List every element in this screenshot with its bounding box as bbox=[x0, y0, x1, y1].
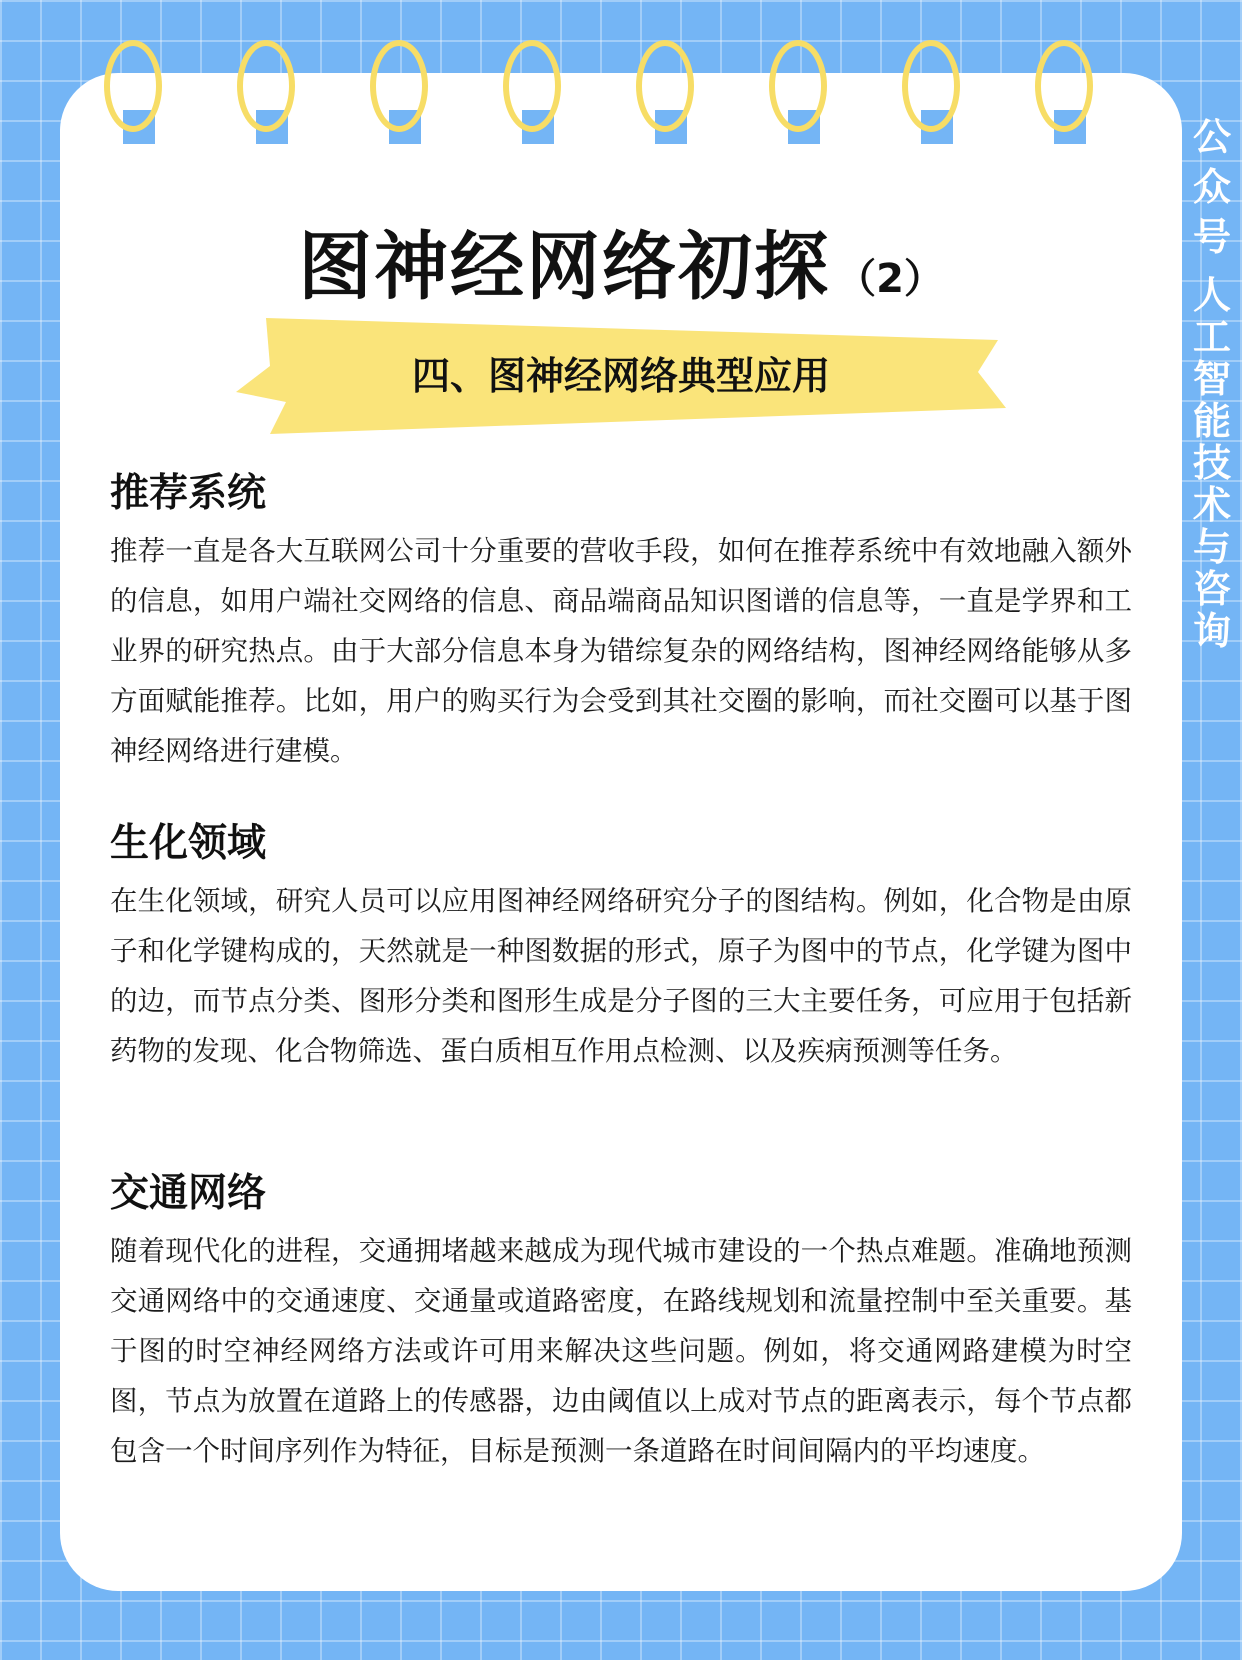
section-traffic bbox=[110, 1166, 1132, 1476]
binder-ring-icon bbox=[237, 40, 299, 138]
binder-ring-icon bbox=[636, 40, 698, 138]
side-char: 咨 bbox=[1192, 567, 1231, 611]
binder-ring-icon bbox=[104, 40, 166, 138]
section-heading: 生化领域 bbox=[110, 821, 267, 866]
section-biochem bbox=[110, 816, 1132, 1076]
side-char: 智 bbox=[1192, 357, 1231, 401]
side-account-label bbox=[1188, 112, 1236, 652]
section-heading: 推荐系统 bbox=[110, 471, 267, 516]
side-char: 工 bbox=[1192, 315, 1231, 359]
section-body: 在生化领域，研究人员可以应用图神经网络研究分子的图结构。例如，化合物是由原子和化学键构成的，天然就是一种图数据的形式，原子为图中的节点，化学键为图中的边，而节点分类、图形分类和图形生成是分子图的三大主要任务，可应用于包括新药物的发现、化合物筛选、蛋白质相互作用点检测、以及疾病预测等任务。 bbox=[110, 885, 1132, 1067]
side-char: 人 bbox=[1192, 273, 1231, 317]
binder-ring-icon bbox=[1035, 40, 1097, 138]
side-char: 询 bbox=[1192, 609, 1231, 653]
side-char: 与 bbox=[1192, 525, 1231, 569]
side-char: 术 bbox=[1192, 483, 1231, 527]
page-title-main: 图神经网络初探 bbox=[298, 224, 831, 310]
binder-ring-icon bbox=[902, 40, 964, 138]
binder-ring-icon bbox=[370, 40, 432, 138]
section-body: 推荐一直是各大互联网公司十分重要的营收手段，如何在推荐系统中有效地融入额外的信息，如用户端社交网络的信息、商品端商品知识图谱的信息等，一直是学界和工业界的研究热点。由于大部分信息本身为错综复杂的网络结构，图神经网络能够从多方面赋能推荐。比如，用户的购买行为会受到其社交圈的影响，而社交圈可以基于图神经网络进行建模。 bbox=[110, 535, 1132, 767]
page-title bbox=[0, 208, 1242, 317]
binder-rings bbox=[0, 0, 1242, 160]
binder-ring-icon bbox=[503, 40, 565, 138]
section-heading: 交通网络 bbox=[110, 1171, 267, 1216]
side-char: 技 bbox=[1192, 441, 1231, 485]
section-recommendation bbox=[110, 466, 1132, 776]
section-body: 随着现代化的进程，交通拥堵越来越成为现代城市建设的一个热点难题。准确地预测交通网络中的交通速度、交通量或道路密度，在路线规划和流量控制中至关重要。基于图的时空神经网络方法或许可用来解决这些问题。例如，将交通网路建模为时空图，节点为放置在道路上的传感器，边由阈值以上成对节点的距离表示，每个节点都包含一个时间序列作为特征，目标是预测一条道路在时间间隔内的平均速度。 bbox=[110, 1235, 1132, 1467]
side-char: 能 bbox=[1192, 399, 1231, 443]
side-char: 公 bbox=[1192, 115, 1231, 159]
section-banner bbox=[236, 316, 1006, 436]
side-char: 号 bbox=[1192, 215, 1231, 259]
page-title-number: （2） bbox=[836, 256, 944, 302]
banner-title: 四、图神经网络典型应用 bbox=[411, 354, 830, 398]
side-char: 众 bbox=[1192, 165, 1231, 209]
binder-ring-icon bbox=[769, 40, 831, 138]
